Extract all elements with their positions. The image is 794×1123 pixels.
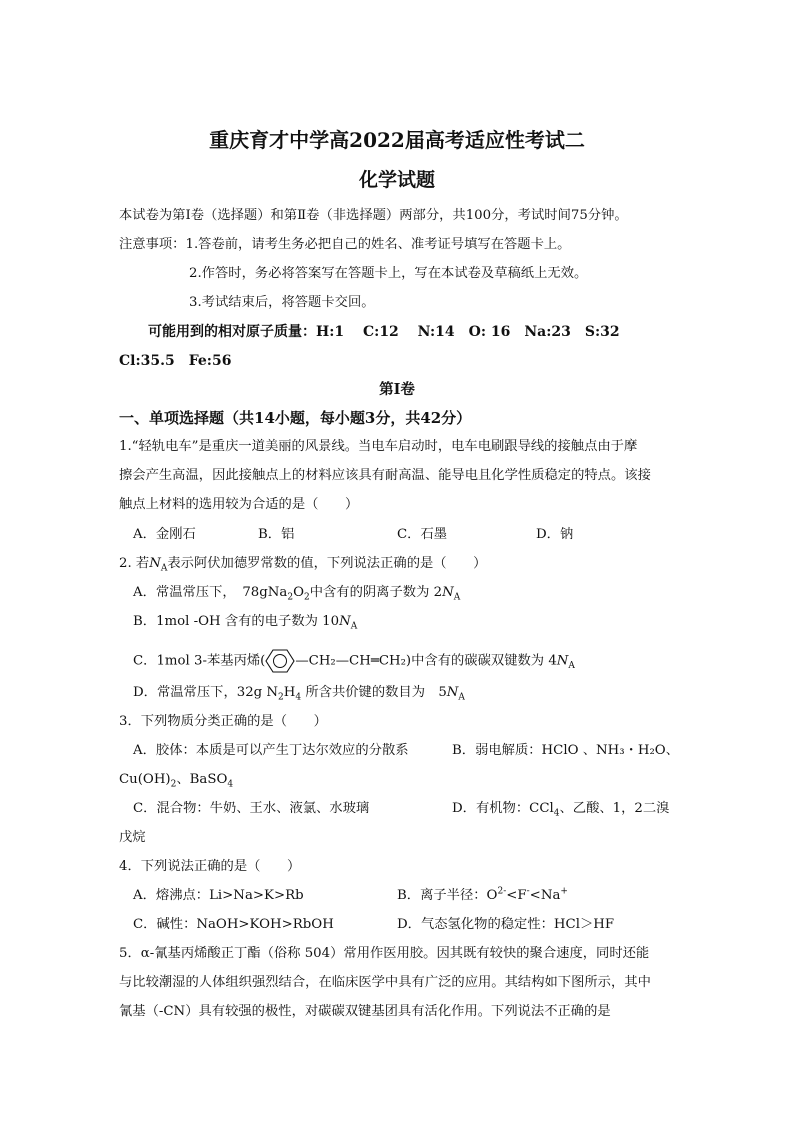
note-2: 2.作答时，务必将答案写在答题卡上，写在本试卷及草稿纸上无效。	[189, 266, 588, 281]
exam-intro: 本试卷为第Ⅰ卷（选择题）和第Ⅱ卷（非选择题）两部分，共100分，考试时间75分钟。	[119, 208, 628, 223]
question-1-line-3: 触点上材料的选用较为合适的是（ ）	[119, 497, 359, 512]
notes-row-1	[119, 235, 570, 255]
question-2-stem-prefix: 2. 若	[119, 556, 150, 571]
question-4-option-b-mid: <F	[506, 888, 527, 903]
question-4-option-d: D．气态氢化物的稳定性：HCl＞HF	[397, 917, 615, 932]
question-2-option-d-sub1: 2	[278, 692, 284, 703]
question-2-option-b	[133, 612, 357, 632]
question-2-option-a-post: 中含有的阴离子数为 2	[309, 585, 443, 600]
question-3-option-d	[452, 799, 669, 819]
question-4-stem: 4．下列说法正确的是（ ）	[119, 859, 301, 874]
question-2-option-a-sub2: 2	[303, 592, 310, 603]
exam-subject: 化学试题	[358, 169, 435, 191]
question-3-option-a: A．胶体：本质是可以产生丁达尔效应的分散系	[133, 743, 409, 758]
question-4-option-b-mid2: <Na	[529, 888, 561, 903]
question-1-option-b: B．铝	[258, 527, 295, 542]
question-2-option-a-mid: O	[293, 585, 304, 600]
question-2-option-a-nsub: A	[453, 592, 461, 603]
question-2-option-d-nsub: A	[458, 692, 465, 703]
question-3-option-d-post: 、乙酸、1，2二溴	[559, 801, 670, 816]
question-2-option-b-nsub: A	[350, 621, 358, 632]
note-1: 1.答卷前，请考生务必把自己的姓名、准考证号填写在答题卡上。	[185, 237, 571, 252]
question-2-stem-suffix: 表示阿伏加德罗常数的值，下列说法正确的是（ ）	[167, 556, 487, 571]
question-1-option-d: D．钠	[536, 527, 574, 542]
exam-title: 重庆育才中学高2022届高考适应性考试二	[209, 128, 585, 152]
question-2-option-a-pre: A．常温常压下， 78gNa	[133, 585, 288, 600]
atomic-masses-values-1: H:1 C:12 N:14 O: 16 Na:23 S:32	[316, 324, 620, 340]
part-one-heading: 第Ⅰ卷	[379, 381, 415, 398]
question-3-option-d-continued: 戊烷	[119, 830, 146, 845]
notes-label: 注意事项：	[119, 237, 186, 252]
question-2-option-d-pre: D．常温常压下，32g N	[133, 685, 279, 700]
atomic-masses-row-1	[148, 322, 620, 342]
section-one-heading: 一、单项选择题（共14小题，每小题3分，共42分）	[119, 409, 472, 427]
question-4-option-b-sup1: 2-	[497, 886, 507, 897]
question-3-option-b: B．弱电解质：HClO 、NH₃・H₂O、	[452, 743, 679, 758]
question-3-option-c: C．混合物：牛奶、王水、液氯、水玻璃	[133, 801, 370, 816]
question-2-option-c-post: 中含有的碳碳双键数为 4	[411, 653, 557, 669]
question-2-option-b-n: N	[339, 614, 351, 629]
question-3-option-b-cont-pre: Cu(OH)	[119, 772, 171, 787]
question-2-option-c-chain: —CH₂—CH═CH₂)	[295, 653, 412, 669]
question-3-option-d-pre: D．有机物：CCl	[452, 801, 554, 816]
question-4-option-b-sup3: +	[560, 886, 568, 897]
question-3-option-b-cont-sub2: 4	[227, 779, 234, 790]
question-5-line-3: 氰基（-CN）具有较强的极性，对碳碳双键基团具有活化作用。下列说法不正确的是	[119, 1004, 611, 1019]
question-1-option-a: A．金刚石	[133, 527, 196, 542]
atomic-masses-label: 可能用到的相对原子质量：	[148, 324, 316, 340]
question-2-stem	[119, 554, 486, 574]
question-2-stem-na: N	[149, 556, 161, 571]
question-2-stem-na-sub: A	[160, 563, 168, 574]
question-4-option-b-pre: B．离子半径：O	[397, 888, 498, 903]
question-3-stem: 3．下列物质分类正确的是（ ）	[119, 714, 327, 729]
question-2-option-c	[133, 648, 575, 674]
question-5-line-1: 5．α-氰基丙烯酸正丁酯（俗称 504）常用作医用胶。因其既有较快的聚合速度，同时还能	[119, 946, 650, 961]
atomic-masses-values-2: Cl:35.5 Fe:56	[119, 353, 232, 369]
question-4-option-a: A．熔沸点：Li>Na>K>Rb	[133, 888, 304, 903]
question-2-option-c-nsub: A	[568, 661, 575, 672]
question-1-line-2: 擦会产生高温，因此接触点上的材料应该具有耐高温、能导电且化学性质稳定的特点。该接	[119, 468, 651, 483]
question-2-option-d-sub2: 4	[295, 692, 302, 703]
note-3: 3.考试结束后，将答题卡交回。	[189, 295, 375, 310]
question-1-line-1: 1.“轻轨电车”是重庆一道美丽的风景线。当电车启动时，电车电刷跟导线的接触点由于摩	[119, 439, 638, 454]
question-3-option-b-cont-sub: 2	[170, 779, 177, 790]
question-2-option-c-pre: C．1mol 3-苯基丙烯(	[133, 653, 266, 669]
question-2-option-d-mid: H	[283, 685, 296, 700]
question-3-option-b-continued	[119, 770, 233, 790]
question-3-option-b-cont-mid: 、BaSO	[176, 772, 228, 787]
question-2-option-b-pre: B．1mol -OH 含有的电子数为 10	[133, 614, 340, 629]
question-4-option-b	[397, 886, 568, 906]
question-2-option-d-n: N	[446, 685, 459, 700]
question-4-option-c: C．碱性：NaOH>KOH>RbOH	[133, 917, 334, 932]
question-5-line-2: 与比较潮湿的人体组织强烈结合，在临床医学中具有广泛的应用。其结构如下图所示，其中	[119, 975, 651, 990]
question-2-option-a-sub1: 2	[287, 592, 294, 603]
question-2-option-a-n: N	[442, 585, 454, 600]
question-2-option-d	[133, 683, 465, 703]
question-2-option-c-n: N	[556, 653, 569, 669]
question-3-option-d-sub: 4	[553, 808, 560, 819]
question-4-option-b-sup2: -	[526, 886, 530, 897]
benzene-ring-icon	[265, 648, 295, 674]
question-1-option-c: C．石墨	[397, 527, 448, 542]
question-2-option-d-post: 所含共价键的数目为 5	[301, 685, 447, 700]
question-2-option-a	[133, 583, 460, 603]
